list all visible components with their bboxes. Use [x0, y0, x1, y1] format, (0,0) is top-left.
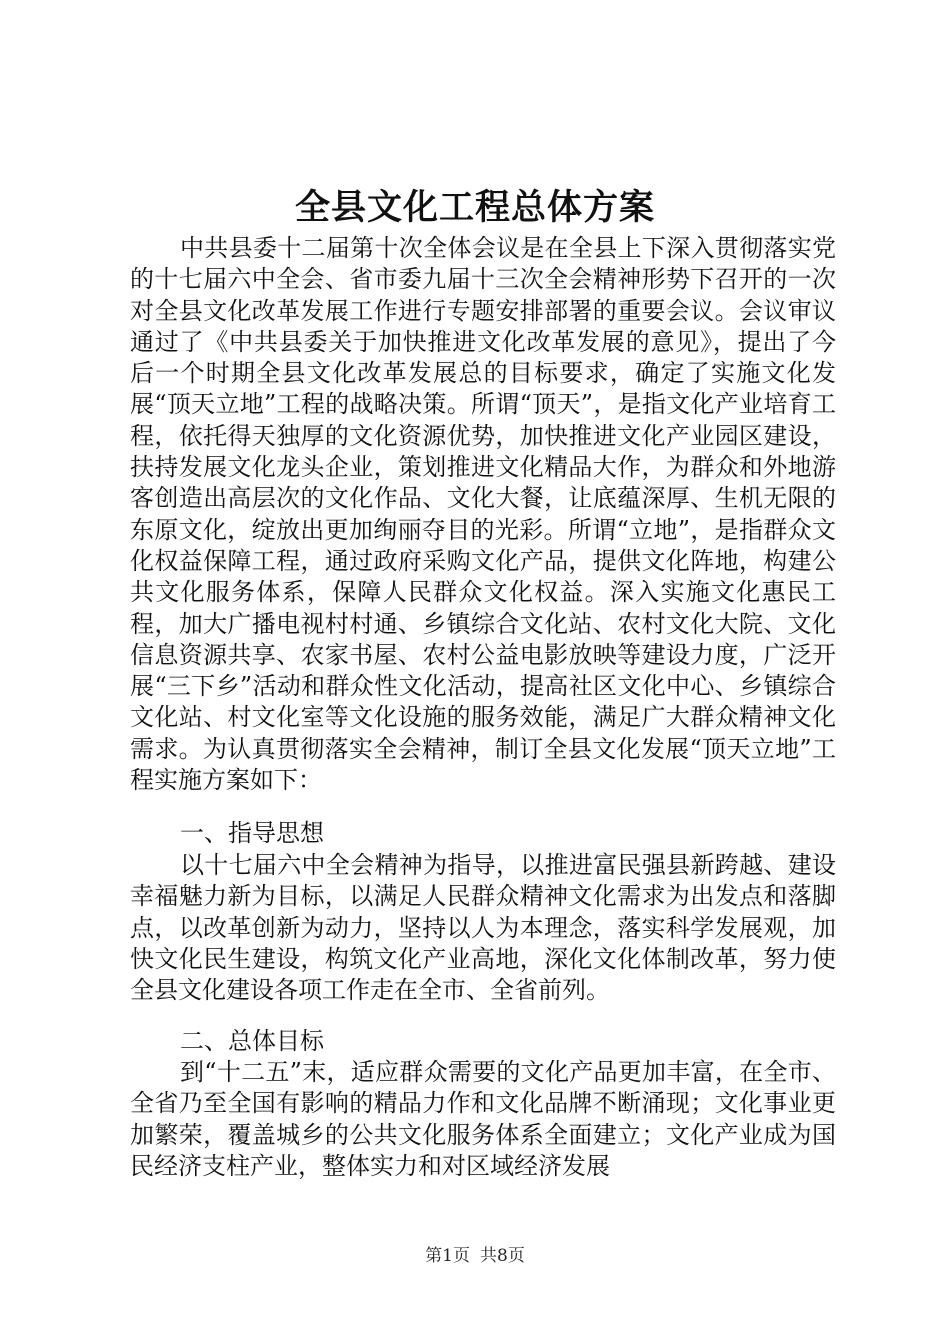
paragraph-intro: 中共县委十二届第十次全体会议是在全县上下深入贯彻落实党的十七届六中全会、省市委九届十三次全会精神形势下召开的一次对全县文化改革发展工作进行专题安排部署的重要会议。会议审议通过了《中共县委关于加快推进文化改革发展的意见》，提出了今后一个时期全县文化改革发展总的目标要求，确定了实施文化发展“顶天立地”工程的战略决策。所谓“顶天”，是指文化产业培育工程，依托得天独厚的文化资源优势，加快推进文化产业园区建设，扶持发展文化龙头企业，策划推进文化精品大作，为群众和外地游客创造出高层次的文化作品、文化大餐，让底蕴深厚、生机无限的东原文化，绽放出更加绚丽夺目的光彩。所谓“立地”，是指群众文化权益保障工程，通过政府采购文化产品，提供文化阵地，构建公共文化服务体系，保障人民群众文化权益。深入实施文化惠民工程，加大广播电视村村通、乡镇综合文化站、农村文化大院、文化信息资源共享、农家书屋、农村公益电影放映等建设力度，广泛开展“三下乡”活动和群众性文化活动，提高社区文化中心、乡镇综合文化站、村文化室等文化设施的服务效能，满足广大群众精神文化需求。为认真贯彻落实全会精神，制订全县文化发展“顶天立地”工程实施方案如下：	[130, 234, 836, 795]
page-total: 共8页	[480, 1246, 525, 1266]
paragraph-guiding-ideology: 以十七届六中全会精神为指导，以推进富民强县新跨越、建设幸福魅力新为目标，以满足人民群众精神文化需求为出发点和落脚点，以改革创新为动力，坚持以人为本理念，落实科学发展观，加快文化民生建设，构筑文化产业高地，深化文化体制改革，努力使全县文化建设各项工作走在全市、全省前列。	[130, 851, 836, 1005]
paragraph-overall-goals: 到“十二五”末，适应群众需要的文化产品更加丰富，在全市、全省乃至全国有影响的精品力作和文化品牌不断涌现；文化事业更加繁荣，覆盖城乡的公共文化服务体系全面建立；文化产业成为国民经济支柱产业，整体实力和对区域经济发展	[130, 1058, 836, 1180]
section-heading-guiding-ideology: 一、指导思想	[180, 819, 324, 847]
section-heading-overall-goals: 二、总体目标	[180, 1027, 324, 1055]
page-number: 第1页	[425, 1246, 470, 1266]
document-title: 全县文化工程总体方案	[294, 187, 655, 228]
page-footer	[0, 1244, 950, 1268]
